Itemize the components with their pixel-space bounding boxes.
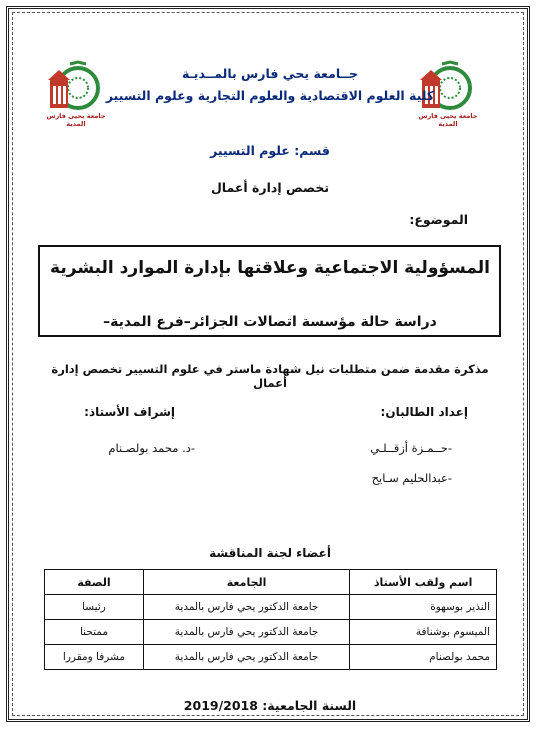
students-label: إعداد الطالبان:	[380, 405, 468, 419]
university-name: جــامعة يحي فارس بالمــديـة	[181, 66, 359, 81]
professor-university: جامعة الدكتور يحي فارس بالمدية	[143, 595, 349, 620]
header-university: الجامعة	[143, 570, 349, 595]
table-row	[45, 595, 497, 620]
committee-table	[44, 569, 497, 670]
header-role: الصفة	[45, 570, 144, 595]
header-professor-name: اسم ولقب الأستاذ	[350, 570, 497, 595]
supervisor-label: إشراف الأستاذ:	[84, 405, 175, 419]
logo-caption: جامعة يحيى فارس المدية	[418, 112, 478, 128]
table-row	[45, 620, 497, 645]
faculty-name: كلية العلوم الاقتصادية والعلوم التجارية وعلوم التسيير	[105, 88, 435, 103]
thesis-title: المسؤولية الاجتماعية وعلاقتها بإدارة الموارد البشرية	[50, 258, 490, 278]
table-row	[45, 645, 497, 670]
logo-caption: جامعة يحيى فارس المدية	[46, 112, 106, 128]
supervisor-name: -د. محمد بولصـنام	[108, 441, 195, 455]
professor-name: النذير بوسهوة	[350, 595, 497, 620]
professor-university: جامعة الدكتور يحي فارس بالمدية	[143, 645, 349, 670]
professor-role: مشرفا ومقررا	[45, 645, 144, 670]
professor-university: جامعة الدكتور يحي فارس بالمدية	[143, 620, 349, 645]
department-name: قسم: علوم التسيير	[210, 143, 330, 158]
student-name-2: -عبدالحليم سـايح	[371, 471, 452, 485]
academic-year: السنة الجامعية: 2019/2018	[183, 698, 357, 713]
professor-name: محمد بولصنام	[350, 645, 497, 670]
student-name-1: -حــمـزة أزقــلـي	[370, 441, 452, 455]
table-header-row	[45, 570, 497, 595]
specialty-name: تخصص إدارة أعمال	[210, 180, 330, 195]
professor-role: رئيسا	[45, 595, 144, 620]
committee-title: أعضاء لجنة المناقشة	[209, 546, 331, 560]
subject-label: الموضوع:	[409, 212, 468, 227]
professor-name: الميسوم بوشنافة	[350, 620, 497, 645]
professor-role: ممتحنا	[45, 620, 144, 645]
memo-statement: مذكرة مقدمة ضمن متطلبات نيل شهادة ماستر في علوم التسيير تخصص إدارة أعمال	[51, 362, 489, 390]
thesis-subtitle: دراسة حالة مؤسسة اتصالات الجزائر–فرع المدية–	[103, 314, 437, 330]
